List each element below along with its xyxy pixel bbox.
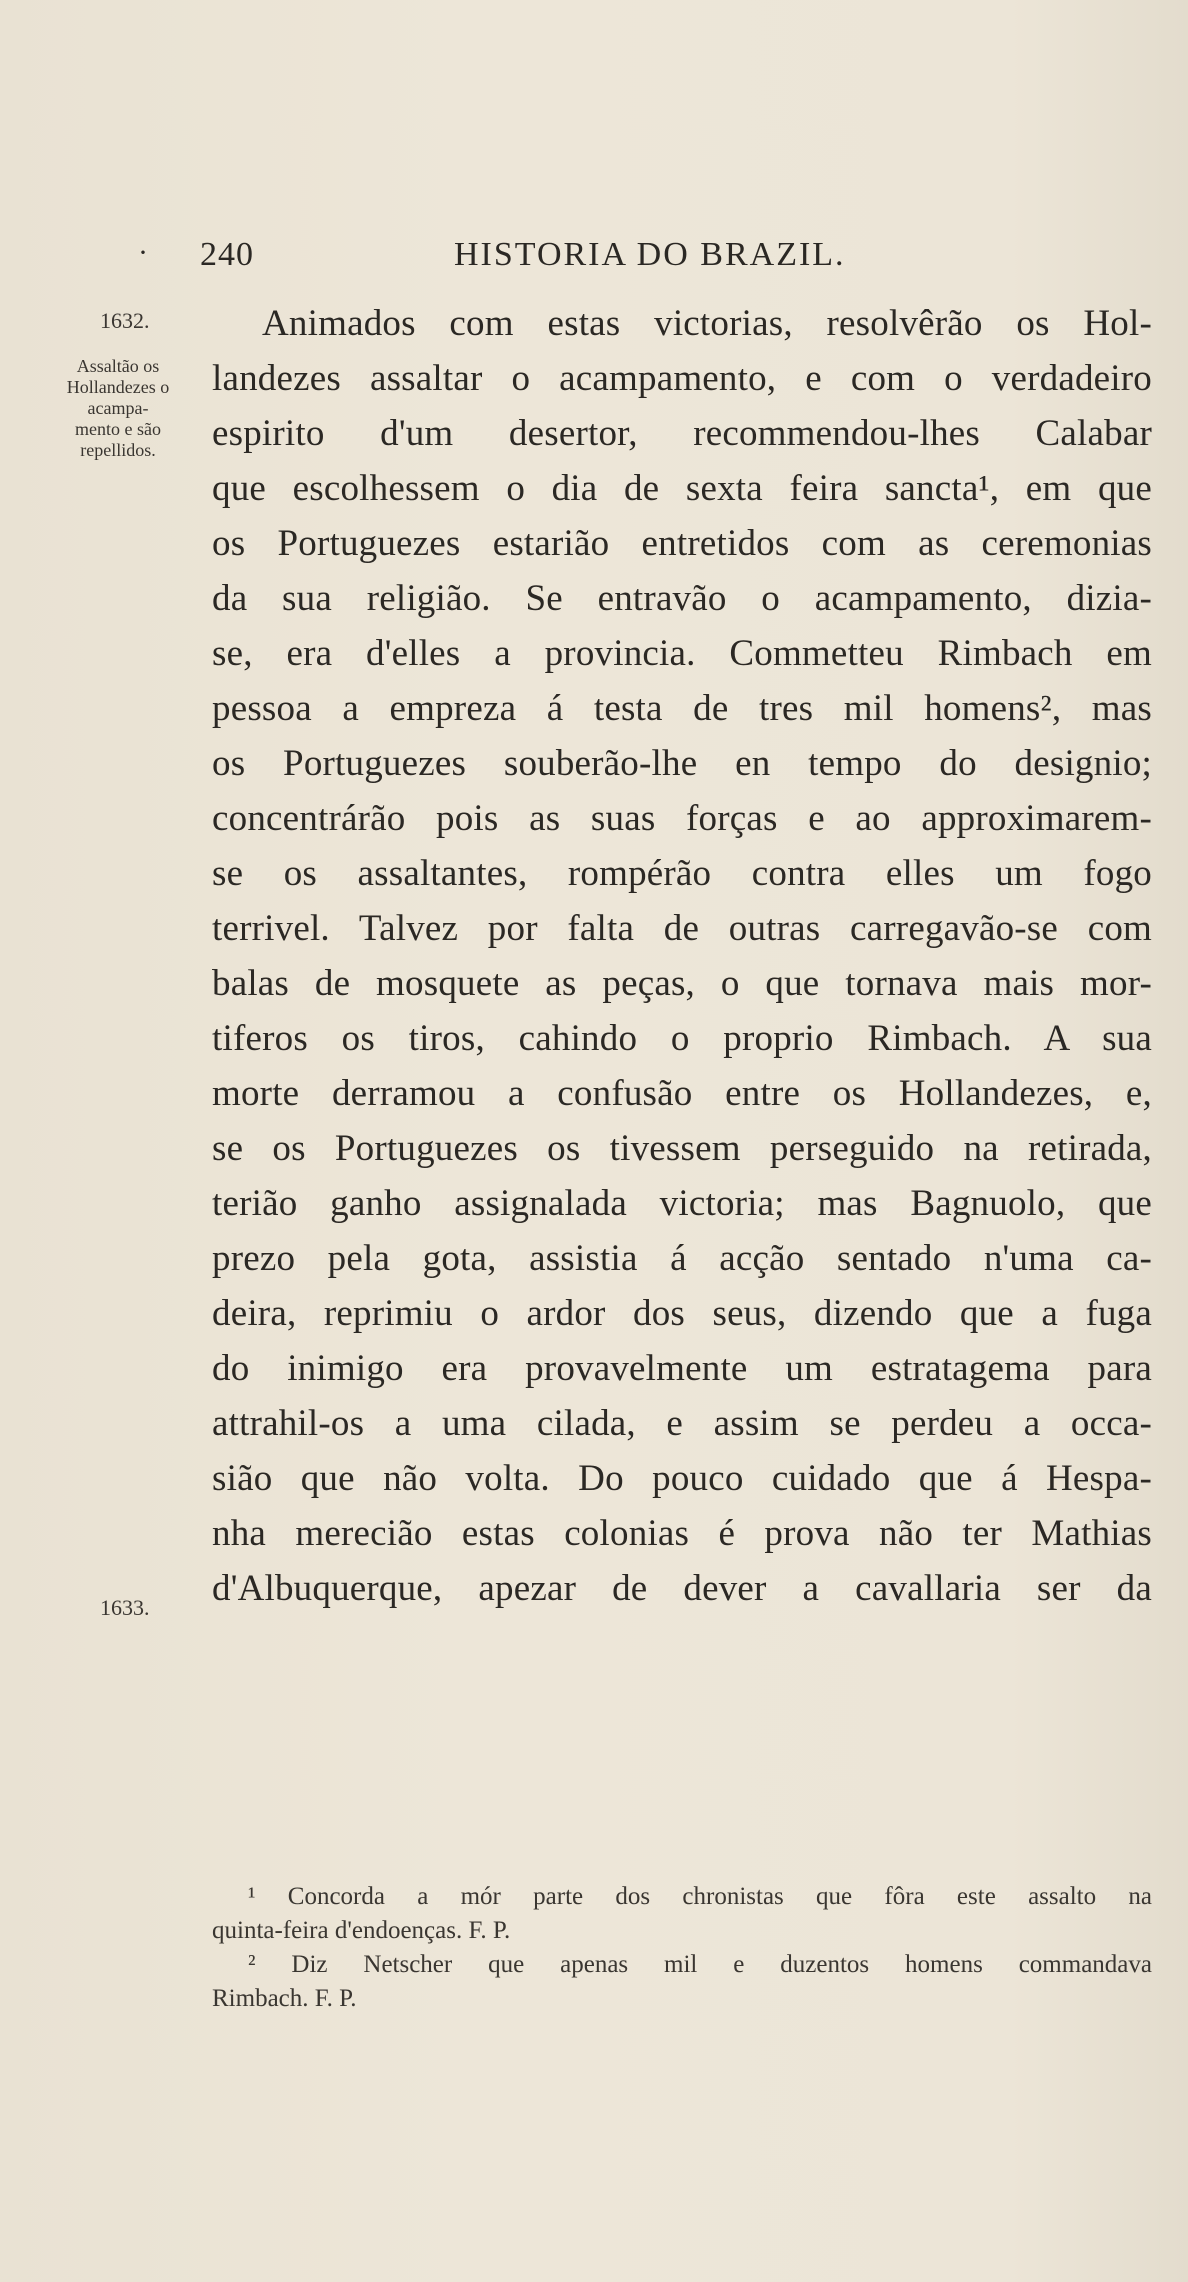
margin-note <box>30 356 206 461</box>
text-line: deira, reprimiu o ardor dos seus, dizendo que a fuga <box>212 1293 1152 1334</box>
margin-year-1632: 1632. <box>100 308 150 333</box>
page-number: 240 <box>200 236 254 273</box>
text-line: tiferos os tiros, cahindo o proprio Rimbach. A sua <box>212 1018 1152 1059</box>
margin-note-line: mento e são <box>75 419 161 439</box>
text-line: espirito d'um desertor, recommendou-lhes Calabar <box>212 413 1152 454</box>
text-line: se os Portuguezes os tivessem perseguido na retirada, <box>212 1128 1152 1169</box>
margin-note-line: Assaltão os <box>76 356 160 376</box>
text-line: da sua religião. Se entravão o acampamento, dizia- <box>212 578 1152 619</box>
text-line: morte derramou a confusão entre os Hollandezes, e, <box>212 1073 1152 1114</box>
text-line: prezo pela gota, assistia á acção sentado n'uma ca- <box>212 1238 1152 1279</box>
text-line: do inimigo era provavelmente um estratagema para <box>212 1348 1152 1389</box>
margin-note-line: repellidos. <box>80 440 156 460</box>
header-dot: · <box>138 236 149 269</box>
text-line: landezes assaltar o acampamento, e com o verdadeiro <box>212 358 1152 399</box>
margin-note-line: acampa- <box>87 398 149 418</box>
text-line: se, era d'elles a provincia. Commetteu Rimbach em <box>212 633 1152 674</box>
footnotes <box>212 1880 1152 2016</box>
text-line: terrivel. Talvez por falta de outras carregavão-se com <box>212 908 1152 949</box>
text-line: attrahil-os a uma cilada, e assim se perdeu a occa- <box>212 1403 1152 1444</box>
page-header <box>138 236 1150 286</box>
text-line: os Portuguezes souberão-lhe en tempo do designio; <box>212 743 1152 784</box>
text-line: que escolhessem o dia de sexta feira sancta¹, em que <box>212 468 1152 509</box>
text-line: d'Albuquerque, apezar de dever a cavallaria ser da <box>212 1568 1152 1609</box>
text-line: sião que não volta. Do pouco cuidado que á Hespa- <box>212 1458 1152 1499</box>
running-title: HISTORIA DO BRAZIL. <box>454 236 846 273</box>
footnote-line: ¹ Concorda a mór parte dos chronistas que fôra este assalto na <box>248 1883 1152 1910</box>
footnote-line: ² Diz Netscher que apenas mil e duzentos homens commandava <box>248 1951 1152 1978</box>
text-line: terião ganho assignalada victoria; mas Bagnuolo, que <box>212 1183 1152 1224</box>
text-line: os Portuguezes estarião entretidos com as ceremonias <box>212 523 1152 564</box>
footnote-line: quinta-feira d'endoenças. F. P. <box>212 1917 511 1944</box>
body-text <box>212 296 1152 1616</box>
text-line: Animados com estas victorias, resolvêrão os Hol- <box>262 303 1152 344</box>
margin-note-line: Hollandezes o <box>66 377 170 397</box>
margin-year-1633: 1633. <box>100 1595 150 1620</box>
text-line: se os assaltantes, rompérão contra elles um fogo <box>212 853 1152 894</box>
footnote-line: Rimbach. F. P. <box>212 1985 357 2012</box>
text-line: concentrárão pois as suas forças e ao approximarem- <box>212 798 1152 839</box>
text-line: balas de mosquete as peças, o que tornava mais mor- <box>212 963 1152 1004</box>
text-line: nha merecião estas colonias é prova não ter Mathias <box>212 1513 1152 1554</box>
text-line: pessoa a empreza á testa de tres mil homens², mas <box>212 688 1152 729</box>
